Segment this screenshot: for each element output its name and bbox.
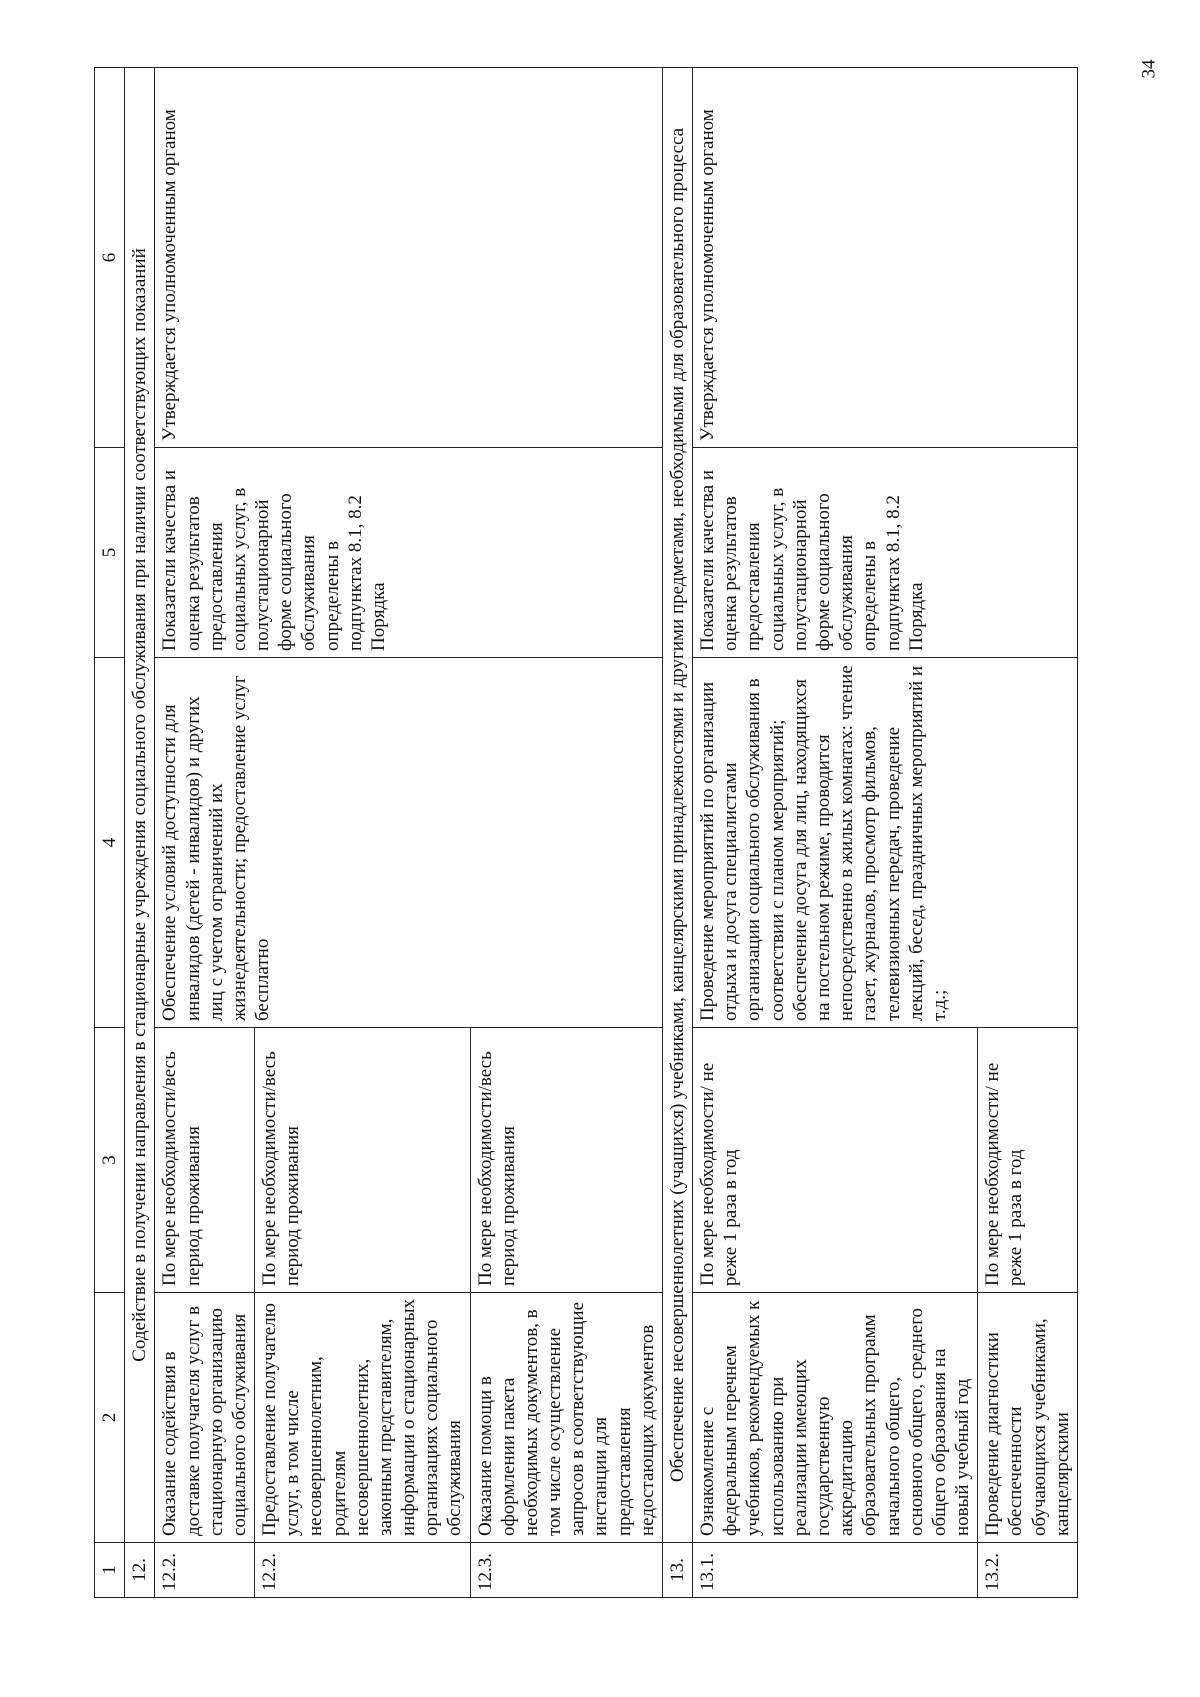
table-row [693,68,978,1598]
service-frequency: По мере необходимости/весь период проживания [155,1028,255,1293]
row-number: 12.2. [155,1543,255,1598]
row-number: 13.2. [978,1543,1078,1598]
section-row-12 [125,68,155,1598]
service-frequency: По мере необходимости/ не реже 1 раза в год [978,1028,1078,1293]
table-row [155,68,255,1598]
quality-indicators: Показатели качества и оценка результатов предоставления социальных услуг, в полустационарной форме социального обслуживания определены в подпунктах 8.1, 8.2 Порядка [155,448,663,658]
service-frequency: По мере необходимости/весь период проживания [255,1028,471,1293]
service-description: Предоставление получателю услуг, в том числе несовершеннолетним, родителям несовершеннолетних, законным представителям, информации о стационарных организациях социального обслуживания [255,1293,471,1543]
header-col-1: 1 [95,1543,125,1598]
service-conditions: Обеспечение условий доступности для инвалидов (детей - инвалидов) и других лиц с учетом ограничений их жизнедеятельности; предоставление услуг бесплатно [155,658,663,1028]
section-title: Обеспечение несовершеннолетних (учащихся) учебниками, канцелярскими принадлежностями и другими предметами, необходимыми для образовательного процесса [662,68,692,1543]
quality-indicators: Показатели качества и оценка результатов предоставления социальных услуг, в полустационарной форме социального обслуживания определены в подпунктах 8.1, 8.2 Порядка [693,448,1078,658]
header-col-5: 5 [95,448,125,658]
row-number: 12.3. [470,1543,662,1598]
approval-note: Утверждается уполномоченным органом [693,68,1078,448]
header-col-3: 3 [95,1028,125,1293]
section-title: Содействие в получении направления в стационарные учреждения социального обслуживания при наличии соответствующих показаний [125,68,155,1543]
page-number: 34 [1138,59,1160,79]
service-description: Оказание содействия в доставке получателя услуг в стационарную организацию социального обслуживания [155,1293,255,1543]
service-conditions: Проведение мероприятий по организации отдыха и досуга специалистами организации социального обслуживания в соответствии с планом мероприятий; обеспечение досуга для лиц, находящихся на постельном режиме, проводится непосредственно в жилых комнатах: чтение газет, журналов, просмотр фильмов, телевизионных передач, проведение лекций, бесед, праздничных мероприятий и т.д.; [693,658,1078,1028]
row-number: 13.1. [693,1543,978,1598]
header-col-2: 2 [95,1293,125,1543]
services-table [94,67,1078,1598]
service-frequency: По мере необходимости/ не реже 1 раза в год [693,1028,978,1293]
column-number-header [95,68,125,1598]
section-number: 13. [662,1543,692,1598]
service-description: Проведение диагностики обеспеченности обучающихся учебниками, канцелярскими [978,1293,1078,1543]
section-row-13 [662,68,692,1598]
service-frequency: По мере необходимости/весь период проживания [470,1028,662,1293]
rotated-table-container [94,68,1124,1598]
approval-note: Утверждается уполномоченным органом [155,68,663,448]
row-number: 12.2. [255,1543,471,1598]
service-description: Оказание помощи в оформлении пакета необходимых документов, в том числе осуществление запросов в соответствующие инстанции для предоставления недостающих документов [470,1293,662,1543]
header-col-6: 6 [95,68,125,448]
header-col-4: 4 [95,658,125,1028]
section-number: 12. [125,1543,155,1598]
service-description: Ознакомление с федеральным перечнем учебников, рекомендуемых к использованию при реализации имеющих государственную аккредитацию образовательных программ начального общего, основного общего, среднего общего образования на новый учебный год [693,1293,978,1543]
